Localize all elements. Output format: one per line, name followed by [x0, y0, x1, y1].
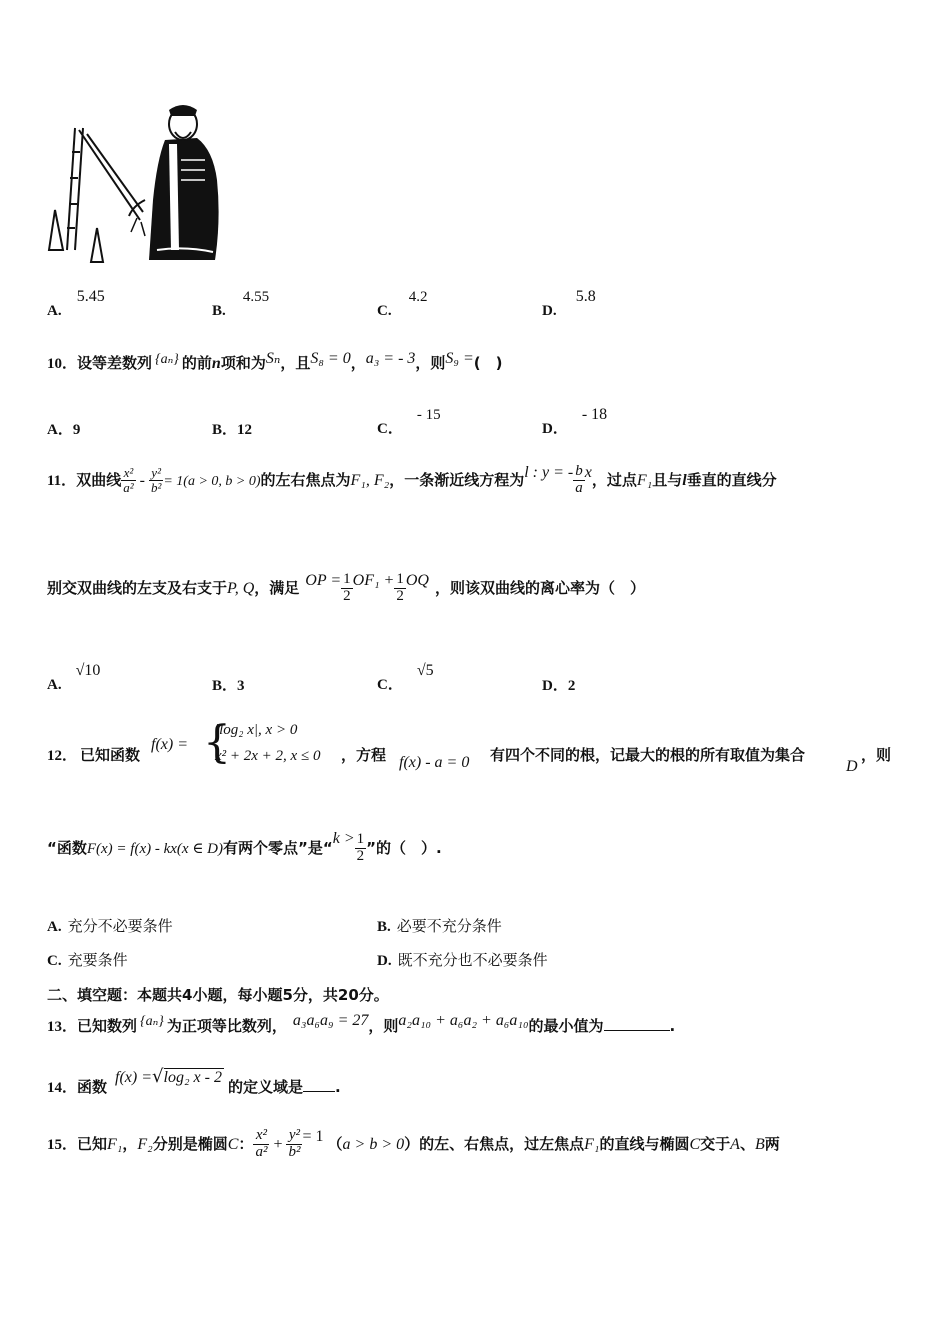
answer-paren: ( ) [473, 354, 503, 372]
q10-choice-a[interactable] [47, 418, 80, 439]
choice-value: 5.45 [76, 288, 105, 305]
question-12-line2 [47, 830, 442, 865]
question-text: ，一条渐近线方程为 [389, 471, 525, 489]
points-pq: P, Q [227, 580, 255, 597]
fraction-y2-b2 [149, 466, 163, 494]
denominator: 2 [343, 588, 351, 604]
illustration-scholar-bamboo [45, 100, 235, 270]
minus-sign: - [135, 472, 149, 489]
piecewise-case-1: |log₂ x|, x > 0 [215, 722, 298, 738]
choice-value: 充分不必要条件 [67, 917, 173, 935]
sequence: {aₙ} [155, 352, 179, 367]
choice-label: A. [47, 677, 62, 693]
question-11-line1 [47, 464, 777, 497]
section-heading-fill-in: 二、填空题：本题共4小题，每小题5分，共20分。 [47, 986, 389, 1004]
choice-label: C. [47, 953, 62, 969]
piecewise-case-2: x² + 2x + 2, x ≤ 0 [215, 748, 321, 764]
ellipse-c: C [227, 1136, 239, 1153]
question-text: 项和为 [220, 354, 266, 372]
sqrt-sign: √ [152, 1066, 164, 1087]
q9-choice-d[interactable] [542, 286, 596, 320]
choice-value: - 18 [581, 406, 608, 423]
question-text: 已知 [77, 1135, 108, 1153]
denominator: 2 [356, 848, 365, 864]
question-10 [47, 348, 503, 373]
question-text: “函数 [47, 839, 87, 857]
choice-label: B． [212, 678, 238, 694]
hyperbola-condition: = 1(a > 0, b > 0) [163, 474, 261, 489]
question-text: 交于 [700, 1135, 731, 1153]
choice-label: A． [47, 422, 73, 438]
question-text: . [669, 1017, 676, 1035]
numerator: y² [149, 466, 163, 481]
q9-choice-c[interactable] [377, 286, 427, 320]
choice-label: A. [47, 303, 62, 319]
fraction-x2-a2 [121, 466, 135, 494]
question-number: 14． [47, 1080, 78, 1096]
choice-value: 必要不充分条件 [396, 917, 502, 935]
point-a: A [730, 1136, 740, 1153]
choice-value: 2 [567, 678, 576, 694]
q12-choice-d[interactable] [377, 949, 548, 970]
question-text: 双曲线 [76, 471, 122, 489]
numerator: x² [253, 1128, 269, 1145]
question-text: 、 [739, 1135, 755, 1153]
question-text: ，则 [861, 746, 892, 764]
question-text: 已知函数 [80, 746, 141, 764]
point-b: B [754, 1136, 765, 1153]
q11-choice-d[interactable] [542, 674, 575, 695]
question-text: ，且 [280, 354, 311, 372]
question-text: ，则该双曲线的离心率为（ ） [434, 579, 645, 597]
q12-choice-a[interactable] [47, 915, 173, 936]
choice-label: A. [47, 919, 62, 935]
vector-op: OP = [305, 572, 342, 589]
variable-n: n [211, 355, 221, 372]
choice-label: C. [377, 303, 392, 319]
choice-label: D． [542, 678, 568, 694]
choice-label: B. [377, 919, 391, 935]
question-text: 且与 [652, 471, 683, 489]
numerator: b [575, 463, 583, 480]
question-11-line2 [47, 572, 645, 605]
question-text: . [334, 1078, 341, 1096]
answer-blank[interactable] [303, 1077, 335, 1092]
denominator: a² [255, 1144, 268, 1160]
choice-label: D. [377, 953, 392, 969]
equation: f(x) - a = 0 [399, 754, 470, 771]
expression: a₂a₁₀ + a₆a₂ + a₆a₁₀ [398, 1012, 529, 1029]
choice-value: 12 [237, 422, 253, 438]
question-text: ”的（ ）. [366, 839, 442, 857]
condition-k: k > [332, 830, 355, 847]
question-text: ： [238, 1135, 254, 1153]
fraction-y2-b2 [286, 1128, 302, 1161]
target-s9: S₉ = [445, 350, 474, 367]
focus-f1: F₁ [107, 1136, 123, 1153]
numerator: x² [121, 466, 135, 481]
foci: F₁, F₂ [350, 472, 390, 489]
fraction-one-half [341, 572, 353, 605]
vector-oq: OQ [405, 572, 429, 589]
choice-value: 9 [72, 422, 81, 438]
denominator: a² [123, 480, 134, 495]
choice-label: B． [212, 422, 238, 438]
q11-choice-c[interactable] [377, 660, 434, 694]
question-text: 函数 [77, 1078, 108, 1096]
brace: { [203, 717, 231, 768]
q9-choice-a[interactable] [47, 286, 105, 320]
choice-label: D． [542, 421, 568, 437]
q12-choice-b[interactable] [377, 915, 502, 936]
question-text: 设等差数列 [77, 354, 153, 372]
fraction-one-half [394, 572, 406, 605]
function-f: f(x) = [151, 736, 188, 753]
choice-value: 充要条件 [67, 951, 128, 969]
condition-s8: S₈ = 0 [310, 350, 351, 367]
question-text: 两 [764, 1135, 780, 1153]
question-number: 13． [47, 1019, 78, 1035]
question-text: 的左右焦点为 [260, 471, 351, 489]
question-14 [47, 1066, 341, 1097]
numerator: y² [286, 1128, 302, 1145]
choice-label: B. [212, 303, 226, 319]
function-F: F(x) = f(x) - kx(x ∈ D) [86, 841, 224, 857]
choice-label: C． [377, 421, 403, 437]
sequence: {aₙ} [140, 1014, 164, 1029]
choice-value: 既不充分也不必要条件 [397, 951, 548, 969]
function-f: f(x) = [115, 1069, 153, 1086]
answer-blank[interactable] [604, 1016, 670, 1031]
choice-value: √5 [416, 662, 434, 679]
choice-value: 3 [237, 678, 245, 694]
question-13 [47, 1012, 675, 1036]
fraction-b-a [573, 464, 585, 497]
focus-f1: F₁ [584, 1136, 600, 1153]
choice-value: 5.8 [575, 288, 596, 305]
plus-sign: + [269, 1136, 287, 1153]
question-text: ）的左、右焦点，过左焦点 [404, 1135, 585, 1153]
q12-choice-c[interactable] [47, 949, 128, 970]
denominator: 2 [396, 588, 404, 604]
q10-choice-d[interactable] [542, 404, 607, 438]
fraction-x2-a2 [253, 1128, 269, 1161]
condition-a3: a₃ = - 3 [365, 350, 416, 367]
choice-value: √10 [75, 662, 101, 679]
question-text: 有两个零点”是“ [223, 839, 333, 857]
choice-value: 4.55 [242, 289, 270, 305]
focus-f1: F₁ [636, 472, 653, 489]
question-text: 为正项等比数列， [166, 1017, 287, 1035]
question-text: ，则 [415, 354, 446, 372]
variable-x: x [584, 464, 592, 481]
question-text: ，则 [368, 1017, 399, 1035]
q11-choice-a[interactable] [47, 660, 100, 694]
question-text: ，方程 [341, 746, 387, 764]
q10-choice-b[interactable] [212, 418, 252, 439]
choice-value: - 15 [416, 407, 441, 423]
question-number: 11． [47, 473, 77, 489]
question-text: 的直线与椭圆 [599, 1135, 690, 1153]
question-text: ，满足 [254, 579, 300, 597]
q10-choice-c[interactable] [377, 404, 441, 438]
set-d: D [846, 758, 858, 775]
denominator: b² [288, 1144, 301, 1160]
asymptote: l : y = - [524, 464, 574, 481]
question-text: 已知数列 [77, 1017, 138, 1035]
numerator: 1 [356, 831, 365, 848]
q9-choice-b[interactable] [212, 286, 269, 320]
numerator: 1 [396, 571, 404, 588]
vector-of1: OF₁ + [352, 572, 395, 589]
question-text: 垂直的直线分 [686, 471, 777, 489]
denominator: a [575, 480, 583, 496]
radicand: log₂ x - 2 [163, 1069, 222, 1086]
question-text: ，过点 [591, 471, 637, 489]
fraction-one-half [355, 832, 367, 865]
choice-label: C． [377, 677, 403, 693]
question-text: ， [350, 354, 366, 372]
question-number: 15． [47, 1137, 78, 1153]
question-text: 分别是椭圆 [152, 1135, 228, 1153]
choice-label: D. [542, 303, 557, 319]
focus-f2: F₂ [137, 1136, 153, 1153]
question-text: 有四个不同的根，记最大的根的所有取值为集合 [490, 746, 806, 764]
question-number: 12． [47, 748, 78, 764]
denominator: b² [150, 480, 162, 495]
question-text: ， [122, 1135, 138, 1153]
numerator: 1 [343, 571, 351, 588]
question-number: 10． [47, 356, 78, 372]
ellipse-c: C [689, 1136, 701, 1153]
question-15 [47, 1128, 780, 1161]
choice-value: 4.2 [408, 289, 428, 305]
q11-choice-b[interactable] [212, 674, 245, 695]
ellipse-equation: = 1 [302, 1128, 324, 1145]
question-text: 的定义域是 [227, 1078, 303, 1096]
condition-product: a₃a₆a₉ = 27 [292, 1012, 369, 1029]
question-text: 的最小值为 [528, 1017, 604, 1035]
line-l: l [682, 472, 687, 489]
question-text: 别交双曲线的左支及右支于 [47, 579, 228, 597]
question-text: 的前 [181, 354, 212, 372]
sum-sn: Sₙ [265, 350, 281, 367]
question-text: （ [327, 1135, 343, 1153]
ellipse-condition: a > b > 0 [342, 1136, 405, 1153]
